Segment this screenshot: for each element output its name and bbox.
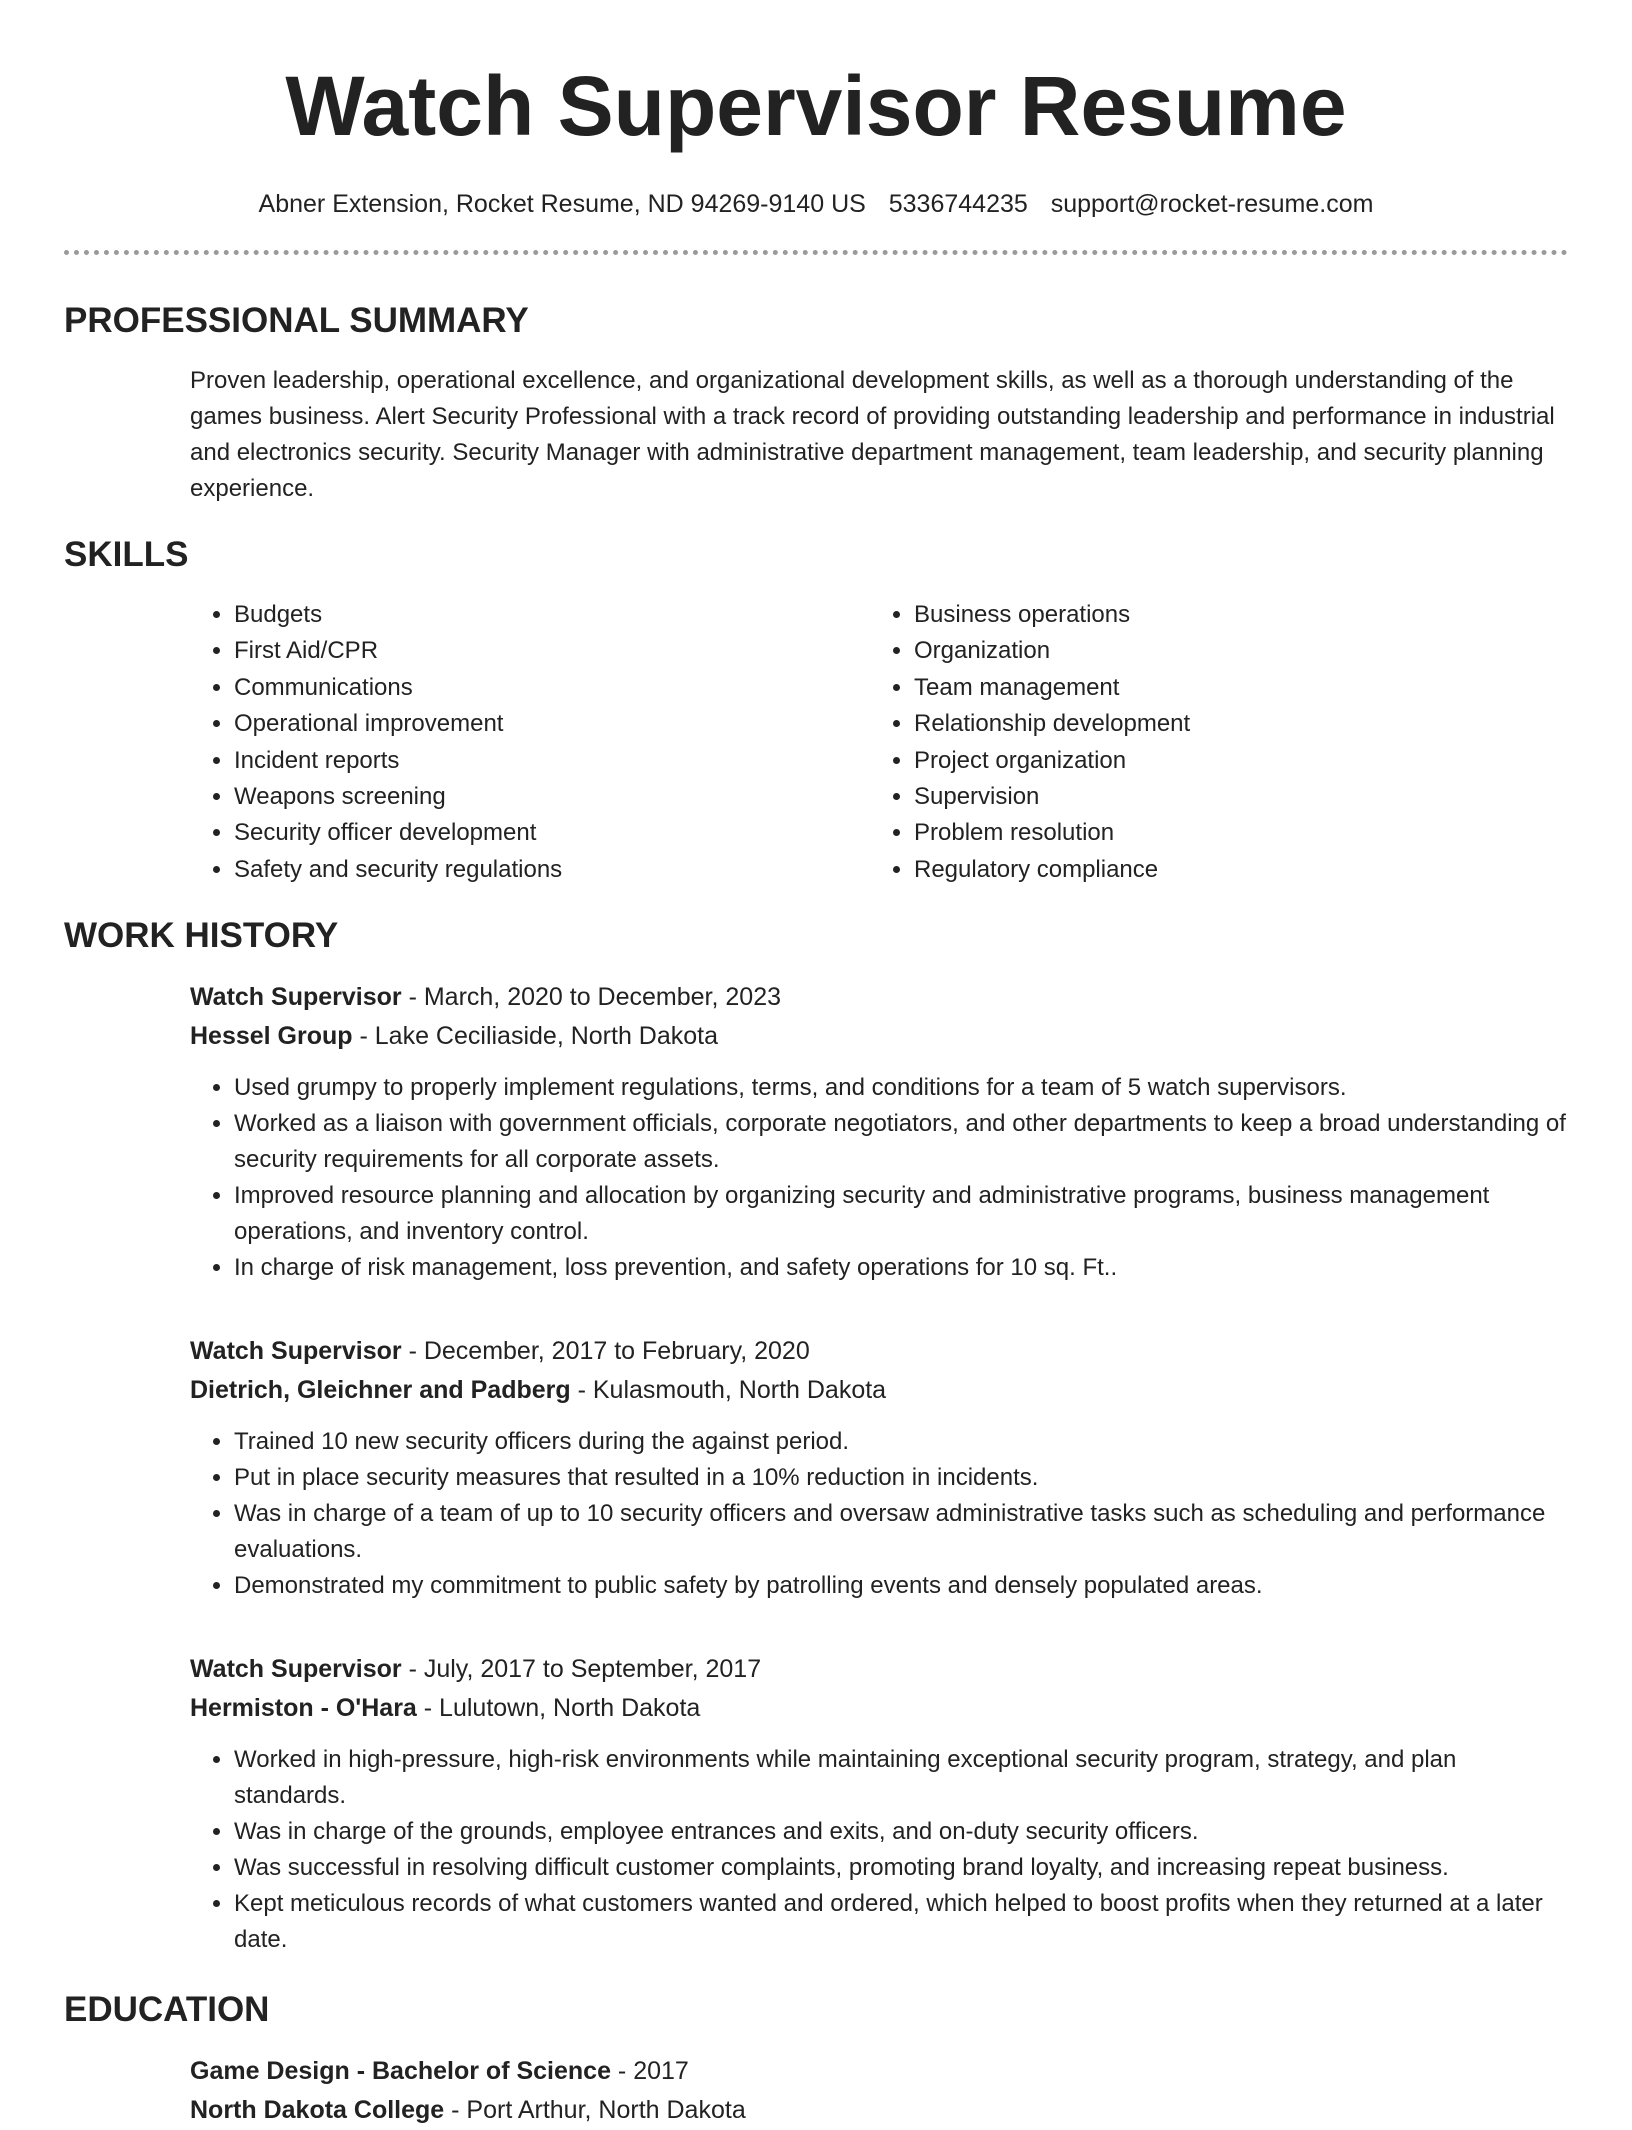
header-divider <box>64 250 1568 255</box>
job-dates: - July, 2017 to September, 2017 <box>401 1655 762 1684</box>
education-school-line <box>190 2091 1568 2130</box>
job-location: - Kulasmouth, North Dakota <box>570 1376 887 1405</box>
education-entry <box>190 2052 1568 2130</box>
job-company-line <box>190 1689 1568 1728</box>
contact-email: support@rocket-resume.com <box>1050 190 1374 218</box>
job-role-line <box>190 978 1568 1017</box>
skill-item: • First Aid/CPR <box>234 633 870 669</box>
summary-section <box>64 299 1568 507</box>
education-degree: Game Design - Bachelor of Science <box>190 2057 611 2086</box>
work-history-section <box>64 914 1568 1958</box>
education-location: - Port Arthur, North Dakota <box>444 2096 746 2125</box>
education-heading: EDUCATION <box>64 1990 270 2030</box>
contact-phone: 5336744235 <box>888 190 1028 218</box>
job-bullets <box>190 1742 1568 1958</box>
skills-grid <box>190 597 1568 888</box>
skill-item: • Problem resolution <box>914 815 1568 851</box>
job-bullets <box>190 1070 1568 1286</box>
job-company: Dietrich, Gleichner and Padberg <box>190 1376 571 1405</box>
job-bullet: • Kept meticulous records of what customers wanted and ordered, which helped to boost profits when they returned at a later date. <box>234 1886 1568 1958</box>
skills-list-right <box>870 597 1568 888</box>
skill-item: • Team management <box>914 670 1568 706</box>
education-section <box>64 1988 1568 2130</box>
skills-heading: SKILLS <box>64 535 189 574</box>
job-location: - Lulutown, North Dakota <box>416 1694 701 1723</box>
contact-address: Abner Extension, Rocket Resume, ND 94269-9140 US <box>258 190 866 218</box>
skill-item: • Relationship development <box>914 706 1568 742</box>
skill-item: • Security officer development <box>234 815 870 851</box>
skill-item: • Budgets <box>234 597 870 633</box>
skill-item: • Incident reports <box>234 743 870 779</box>
skill-item: • Project organization <box>914 743 1568 779</box>
job-role-line <box>190 1650 1568 1689</box>
skill-item: • Regulatory compliance <box>914 852 1568 888</box>
job-bullet: • Was successful in resolving difficult customer complaints, promoting brand loyalty, and increasing repeat business. <box>234 1850 1568 1886</box>
job-bullets <box>190 1424 1568 1604</box>
job-location: - Lake Ceciliaside, North Dakota <box>352 1022 719 1051</box>
skill-item: • Organization <box>914 633 1568 669</box>
skills-section <box>64 533 1568 888</box>
summary-text: Proven leadership, operational excellence, and organizational development skills, as well as a thorough understanding of the games business. Alert Security Professional with a track record of providing outstanding leadership and performance in industrial and electronics security. Security Manager with administrative department management, team leadership, and security planning experience. <box>190 367 1555 502</box>
job-bullet: • Trained 10 new security officers during the against period. <box>234 1424 1568 1460</box>
job-role: Watch Supervisor <box>190 1337 402 1366</box>
job-entry <box>190 1332 1568 1604</box>
resume-title: Watch Supervisor Resume <box>285 59 1347 153</box>
job-company: Hessel Group <box>190 1022 353 1051</box>
education-degree-line <box>190 2052 1568 2091</box>
job-dates: - March, 2020 to December, 2023 <box>401 983 781 1012</box>
skill-item: • Communications <box>234 670 870 706</box>
job-bullet: • Was in charge of a team of up to 10 security officers and oversaw administrative tasks such as scheduling and performance evaluations. <box>234 1496 1568 1568</box>
job-company-line <box>190 1371 1568 1410</box>
skill-item: • Weapons screening <box>234 779 870 815</box>
skills-list-left <box>190 597 870 888</box>
work-history-heading: WORK HISTORY <box>64 916 339 956</box>
education-school: North Dakota College <box>190 2096 445 2125</box>
job-role: Watch Supervisor <box>190 1655 402 1684</box>
job-bullet: • Was in charge of the grounds, employee entrances and exits, and on-duty security officers. <box>234 1814 1568 1850</box>
job-bullet: • Demonstrated my commitment to public safety by patrolling events and densely populated areas. <box>234 1568 1568 1604</box>
job-role: Watch Supervisor <box>190 983 402 1012</box>
job-bullet: • Used grumpy to properly implement regulations, terms, and conditions for a team of 5 watch supervisors. <box>234 1070 1568 1106</box>
skill-item: • Business operations <box>914 597 1568 633</box>
job-bullet: • Worked in high-pressure, high-risk environments while maintaining exceptional security program, strategy, and plan standards. <box>234 1742 1568 1814</box>
education-year: - 2017 <box>610 2057 689 2086</box>
job-bullet: • Put in place security measures that resulted in a 10% reduction in incidents. <box>234 1460 1568 1496</box>
contact-line <box>64 188 1568 220</box>
job-role-line <box>190 1332 1568 1371</box>
job-bullet: • Worked as a liaison with government officials, corporate negotiators, and other departments to keep a broad understanding of security requirements for all corporate assets. <box>234 1106 1568 1178</box>
job-company: Hermiston - O'Hara <box>190 1694 417 1723</box>
skill-item: • Safety and security regulations <box>234 852 870 888</box>
job-company-line <box>190 1017 1568 1056</box>
job-bullet: • In charge of risk management, loss prevention, and safety operations for 10 sq. Ft.. <box>234 1250 1568 1286</box>
job-entry <box>190 978 1568 1286</box>
summary-heading: PROFESSIONAL SUMMARY <box>64 301 529 340</box>
job-entry <box>190 1650 1568 1958</box>
skill-item: • Supervision <box>914 779 1568 815</box>
skill-item: • Operational improvement <box>234 706 870 742</box>
job-bullet: • Improved resource planning and allocation by organizing security and administrative programs, business management operations, and inventory control. <box>234 1178 1568 1250</box>
job-dates: - December, 2017 to February, 2020 <box>401 1337 810 1366</box>
